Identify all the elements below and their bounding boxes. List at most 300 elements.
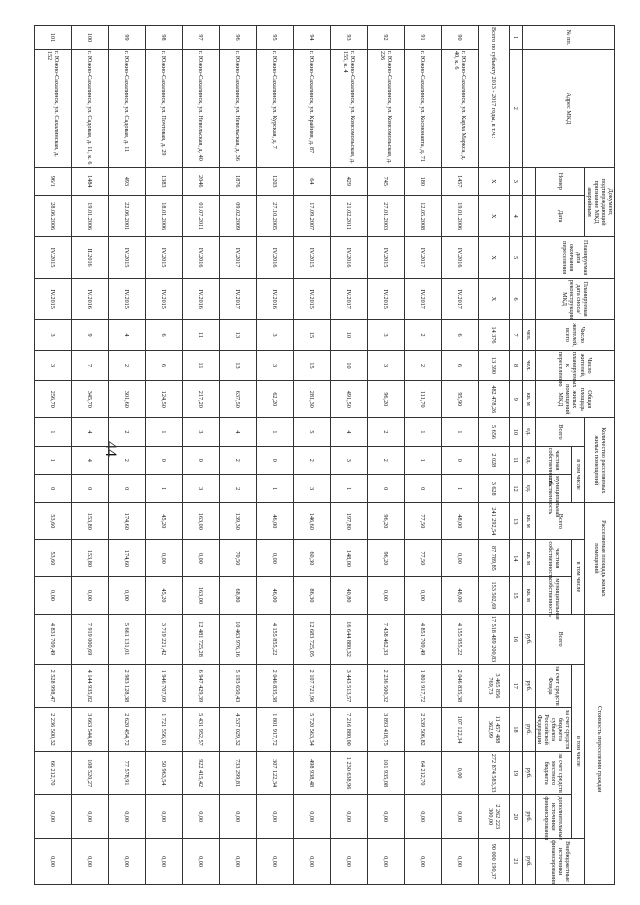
col-number: 19 <box>509 751 522 795</box>
cell: 0,00 <box>330 795 367 839</box>
col-number: 17 <box>509 664 522 708</box>
cell: 0,00 <box>34 795 71 839</box>
cell: 4 851 709,49 <box>404 614 441 664</box>
cell: 7 438 462,33 <box>367 614 404 664</box>
cell: 11 <box>182 350 219 381</box>
column-numbers-row <box>509 26 522 885</box>
cell: 4 <box>330 418 367 446</box>
cell: 27.10.2005 <box>256 196 293 237</box>
header-document: Документ, подтверждающий признание МКД аварийным <box>585 167 615 237</box>
cell: 15 <box>293 320 330 351</box>
cell: 1 <box>404 446 441 474</box>
cell: 163,00 <box>182 577 219 614</box>
header-residents: Число жителей, всего <box>535 320 614 351</box>
header-address: Адрес МКД <box>522 49 614 167</box>
cell: 3 628 <box>478 474 509 502</box>
cell: 174,60 <box>108 503 145 540</box>
cell: IV.2016 <box>256 237 293 278</box>
cell: 301,60 <box>108 381 145 418</box>
cell: 4 155 955,22 <box>441 614 478 664</box>
cell: 493 <box>108 167 145 195</box>
cell: 153 502,69 <box>478 577 509 614</box>
cell: 09.02.2009 <box>219 196 256 237</box>
cell: 0,00 <box>256 839 293 885</box>
cell: 0,00 <box>145 839 182 885</box>
cell: 96,20 <box>367 540 404 577</box>
cell: 4 <box>219 418 256 446</box>
cell: 429 <box>330 167 367 195</box>
unit: чел. <box>522 350 535 381</box>
header-cnt-incl: в том числе <box>572 446 585 503</box>
cell: 0,00 <box>182 540 219 577</box>
cell: 2 046 835,38 <box>256 664 293 708</box>
unit: кв. м <box>522 577 535 614</box>
cell: 1 <box>441 418 478 446</box>
cell: 18.01.2006 <box>145 196 182 237</box>
cell: IV.2015 <box>145 237 182 278</box>
cell: 0,00 <box>71 795 108 839</box>
cell: 5 720 563,34 <box>293 708 330 752</box>
row-address: г. Южно-Сахалинск, ул. Комсомольская, д. 155, к. 4 <box>330 49 367 167</box>
cell: 1383 <box>145 167 182 195</box>
cell: 111,70 <box>404 381 441 418</box>
row-address: г. Южно-Сахалинск, ул. Садовая, д. 11 <box>108 49 145 167</box>
cell: 11 457 488 362,99 <box>478 708 509 752</box>
cell: 4 <box>108 320 145 351</box>
cell: IV.2016 <box>182 278 219 319</box>
cell: 307 122,34 <box>256 751 293 795</box>
cell: IV.2017 <box>404 278 441 319</box>
cell: 0,00 <box>108 577 145 614</box>
cell: 5 431 952,57 <box>182 708 219 752</box>
cell: 3 719 221,42 <box>145 614 182 664</box>
header-excess: Внебюджетные источники финансирования <box>535 839 585 885</box>
cell: 11 <box>182 320 219 351</box>
cell: 108 520,27 <box>71 751 108 795</box>
cell: IV.2015 <box>293 237 330 278</box>
cell: 64 212,70 <box>404 751 441 795</box>
cell: 50 963,54 <box>145 751 182 795</box>
cell: 12 683 725,05 <box>293 614 330 664</box>
cell: 281,30 <box>293 381 330 418</box>
cell: 0 <box>108 474 145 502</box>
page-number: 44 <box>102 441 119 457</box>
cell: 0,00 <box>145 795 182 839</box>
header-area-total: Всего <box>535 503 585 540</box>
cell: 1 <box>404 418 441 446</box>
cell: 6 <box>145 320 182 351</box>
cell: 0,00 <box>330 839 367 885</box>
cell: 86,30 <box>293 577 330 614</box>
cell: 10 <box>330 320 367 351</box>
cell: 13 390 <box>478 350 509 381</box>
cell: IV.2015 <box>108 237 145 278</box>
col-number: 21 <box>509 839 522 885</box>
cell: 19.01.2006 <box>71 196 108 237</box>
cell: 53,60 <box>34 503 71 540</box>
cell: 491,50 <box>330 381 367 418</box>
cell: 1484 <box>71 167 108 195</box>
table-row <box>330 26 367 885</box>
cell: 124,50 <box>145 381 182 418</box>
header-fund: за счет средств Фонда <box>535 664 572 708</box>
cell: 0 <box>71 474 108 502</box>
row-number: 94 <box>293 26 330 50</box>
cell: 174,60 <box>108 540 145 577</box>
row-address: г. Южно-Сахалинск, ул. Комсомольская, д. 226 <box>367 49 404 167</box>
cell: 01.07.2011 <box>182 196 219 237</box>
cell: 0 <box>182 446 219 474</box>
cell: X <box>478 278 509 319</box>
header-doc-date: Дата <box>535 196 585 237</box>
cell: 6 <box>441 350 478 381</box>
cell: 272 874 583,33 <box>478 751 509 795</box>
cell: 0,00 <box>108 795 145 839</box>
cell: 2 236 500,32 <box>367 664 404 708</box>
cell: 2 <box>108 446 145 474</box>
cell: 1 <box>34 418 71 446</box>
cell: 2 028 <box>478 446 509 474</box>
cell: X <box>478 196 509 237</box>
cell: 2 236 500,32 <box>34 708 71 752</box>
col-number: 5 <box>509 237 522 278</box>
table-row <box>34 26 71 885</box>
cell: 101 935,08 <box>367 751 404 795</box>
cell: 7 216 880,00 <box>330 708 367 752</box>
table-row <box>404 26 441 885</box>
cell: 3 663 544,80 <box>71 708 108 752</box>
unit: ед. <box>522 418 535 446</box>
cell: IV.2016 <box>441 237 478 278</box>
cell: 3 <box>34 350 71 381</box>
cell: 40,80 <box>330 577 367 614</box>
row-address: г. Южно-Сахалинск, ул. Невельская, д. 36 <box>219 49 256 167</box>
header-cnt-total: Всего <box>535 418 585 446</box>
cell: 0 <box>34 474 71 502</box>
table-row <box>219 26 256 885</box>
cell: 0,00 <box>404 839 441 885</box>
cell: 217,20 <box>182 381 219 418</box>
cell: 345,70 <box>71 381 108 418</box>
cell: 4 <box>71 418 108 446</box>
cell: 0,00 <box>441 751 478 795</box>
table-body <box>34 26 509 885</box>
cell: 0,00 <box>256 540 293 577</box>
row-number: 95 <box>256 26 293 50</box>
unit: ед. <box>522 474 535 502</box>
cell: IV.2015 <box>367 237 404 278</box>
cell: 0,00 <box>367 839 404 885</box>
cell: 64 <box>293 167 330 195</box>
cell: 0,00 <box>34 839 71 885</box>
row-address: г. Южно-Сахалинск, ул. Космонавта, д. 71 <box>404 49 441 167</box>
cell: 5 661 131,01 <box>108 614 145 664</box>
cell: 0,00 <box>71 577 108 614</box>
cell: 95,90 <box>441 381 478 418</box>
cell: X <box>478 237 509 278</box>
cell: IV.2017 <box>441 278 478 319</box>
cell: 28.06.2006 <box>34 196 71 237</box>
col-number: 18 <box>509 708 522 752</box>
table-row <box>441 26 478 885</box>
cell: 153,80 <box>71 503 108 540</box>
cell: 2 262 223 300,00 <box>478 795 509 839</box>
cell: 1 <box>145 474 182 502</box>
cell: 2 983 128,38 <box>108 664 145 708</box>
cell: 4 537 029,32 <box>219 708 256 752</box>
cell: 197,80 <box>330 503 367 540</box>
cell: 0,00 <box>441 839 478 885</box>
cell: 3 893 418,75 <box>367 708 404 752</box>
table-row <box>293 26 330 885</box>
cell: 12 481 725,28 <box>182 614 219 664</box>
header-cnt-mun: муниципальная собственность <box>535 474 572 502</box>
cell: 0,00 <box>293 795 330 839</box>
cell: IV.2016 <box>71 278 108 319</box>
cell: 12.05.2008 <box>404 196 441 237</box>
cell: 0,00 <box>145 540 182 577</box>
cell: IV.2016 <box>182 237 219 278</box>
cell: 4 831 709,49 <box>34 614 71 664</box>
cell: 96,20 <box>367 503 404 540</box>
cell: 21.02.2011 <box>330 196 367 237</box>
header-cost-group: Стоимость переселения граждан <box>585 614 615 885</box>
table-row <box>108 26 145 885</box>
header-area: Общая площадь жилых помещений МКД <box>535 381 614 418</box>
cell: 0,00 <box>293 839 330 885</box>
cell: 17.09.2007 <box>293 196 330 237</box>
col-number: 3 <box>509 167 522 195</box>
cell: 7 919 000,69 <box>71 614 108 664</box>
cell: 1457 <box>441 167 478 195</box>
col-number: 7 <box>509 320 522 351</box>
cell: 7 <box>71 350 108 381</box>
cell: IV.2017 <box>330 278 367 319</box>
row-number: 98 <box>145 26 182 50</box>
cell: 1 <box>330 474 367 502</box>
cell: 10 <box>330 350 367 381</box>
cell: 0,00 <box>34 577 71 614</box>
cell: 6 <box>441 320 478 351</box>
cell: IV.2015 <box>293 278 330 319</box>
row-address: г. Южно-Сахалинск, ул. Крайняя, д. 87 <box>293 49 330 167</box>
cell: 46,00 <box>256 503 293 540</box>
cell: 1 946 707,09 <box>145 664 182 708</box>
unit: руб. <box>522 708 535 752</box>
row-address: г. Южно-Сахалинск, ул. Невельская, д. 40 <box>182 49 219 167</box>
cell: 48,00 <box>441 577 478 614</box>
cell: II.2016 <box>71 237 108 278</box>
cell: 1203 <box>256 167 293 195</box>
cell: 0,00 <box>219 839 256 885</box>
cell: 637,50 <box>219 381 256 418</box>
row-address: г. Южно-Сахалинск, ул. Сахалинская, д. 152 <box>34 49 71 167</box>
unit: руб. <box>522 664 535 708</box>
cell: 15 <box>293 350 330 381</box>
cell: 2 <box>219 474 256 502</box>
cell: 3 <box>34 320 71 351</box>
cell: 6 947 429,39 <box>182 664 219 708</box>
cell: 1 <box>256 418 293 446</box>
cell: 3 <box>182 474 219 502</box>
cell: IV.2015 <box>108 278 145 319</box>
header-area-incl: в том числе <box>572 540 585 614</box>
cell: 60,30 <box>293 540 330 577</box>
cell: 3 465 856 769,73 <box>478 664 509 708</box>
cell: 0 <box>256 446 293 474</box>
cell: 1 <box>145 418 182 446</box>
total-row <box>478 26 509 885</box>
cell: IV.2017 <box>219 278 256 319</box>
col-number: 6 <box>509 278 522 319</box>
cell: 107 122,34 <box>441 708 478 752</box>
cell: 163,00 <box>182 503 219 540</box>
header-no: № пп. <box>522 26 614 50</box>
cell: 4 144 935,82 <box>71 664 108 708</box>
header-cnt-private: частная собственность <box>535 446 572 474</box>
cell: 68,80 <box>219 577 256 614</box>
header-regional: за счет средств бюджета субъекта Российской Федерации <box>535 708 572 752</box>
cell: 2 046 835,38 <box>441 664 478 708</box>
unit: кв. м <box>522 381 535 418</box>
cell: IV.2016 <box>256 278 293 319</box>
cell: 0,00 <box>182 839 219 885</box>
cell: 77 578,91 <box>108 751 145 795</box>
cell: 22.06.2001 <box>108 196 145 237</box>
cell: 0,00 <box>367 577 404 614</box>
cell: 153,80 <box>71 540 108 577</box>
row-number: 93 <box>330 26 367 50</box>
cell: 2046 <box>182 167 219 195</box>
unit: чел. <box>522 320 535 351</box>
col-number: 10 <box>509 418 522 446</box>
cell: 241 292,54 <box>478 503 509 540</box>
col-number: 11 <box>509 446 522 474</box>
col-number: 2 <box>509 49 522 167</box>
header-plan-end: Планируемая дата окончания переселения <box>535 237 614 278</box>
cell: 48,00 <box>441 503 478 540</box>
cell: 0 <box>404 474 441 502</box>
cell: 146,60 <box>293 503 330 540</box>
cell: 90 000 190,37 <box>478 839 509 885</box>
col-number: 1 <box>509 26 522 50</box>
row-number: 99 <box>108 26 145 50</box>
cell: IV.2016 <box>330 237 367 278</box>
unit: ед. <box>522 446 535 474</box>
cell: 1 <box>256 474 293 502</box>
unit: кв. м <box>522 540 535 577</box>
cell: IV.2015 <box>367 278 404 319</box>
table-header <box>509 26 614 885</box>
cell: 62,20 <box>256 381 293 418</box>
cell: 0,00 <box>108 839 145 885</box>
header-area-group: Расселяемая площадь жилых помещений <box>585 503 615 614</box>
cell: IV.2015 <box>145 278 182 319</box>
cell: IV.2015 <box>34 278 71 319</box>
cell: 1 230 638,96 <box>330 751 367 795</box>
cell: 53,60 <box>34 540 71 577</box>
cell: 2 539 506,82 <box>404 708 441 752</box>
cell: 0,00 <box>71 839 108 885</box>
cell: 3 <box>330 446 367 474</box>
cell: 922 415,42 <box>182 751 219 795</box>
row-address: г. Южно-Сахалинск, ул. Курская, д. 7 <box>256 49 293 167</box>
header-residents-plan: Число жителей, планируемых к переселению <box>535 350 614 381</box>
row-number: 91 <box>404 26 441 50</box>
header-plan-demolish: Планируемая дата сноса/реконструкции МКД <box>535 278 614 319</box>
unit: руб. <box>522 839 535 885</box>
cell: 96/1 <box>34 167 71 195</box>
cell: 0,00 <box>219 795 256 839</box>
header-doc-num: Номер <box>535 167 585 195</box>
cell: 2 <box>367 446 404 474</box>
cell: 139,30 <box>219 503 256 540</box>
cell: 3 <box>256 350 293 381</box>
cell: 0,00 <box>404 795 441 839</box>
unit: руб. <box>522 614 535 664</box>
cell: 70,50 <box>219 540 256 577</box>
cell: 3 443 513,57 <box>330 664 367 708</box>
cell: 0,00 <box>404 577 441 614</box>
unit: кв. м <box>522 503 535 540</box>
row-number: 92 <box>367 26 404 50</box>
cell: 4 <box>71 446 108 474</box>
cell: 2 <box>108 418 145 446</box>
cell: 2 <box>404 320 441 351</box>
cell: 498 938,48 <box>293 751 330 795</box>
cell: 0,00 <box>256 795 293 839</box>
cell: 45,20 <box>145 577 182 614</box>
cell: 10 463 976,16 <box>219 614 256 664</box>
cell: 0 <box>145 446 182 474</box>
cell: 5 <box>293 418 330 446</box>
cell: 45,20 <box>145 503 182 540</box>
cell: 180 <box>404 167 441 195</box>
cell: 4 155 855,22 <box>256 614 293 664</box>
cell: 3 <box>182 418 219 446</box>
cell: 13 <box>219 320 256 351</box>
row-number: 97 <box>182 26 219 50</box>
table-row <box>182 26 219 885</box>
cell: 27.01.2003 <box>367 196 404 237</box>
row-address: г. Южно-Сахалинск, ул. Почтовая, д. 29 <box>145 49 182 167</box>
rotated-document <box>45 25 615 885</box>
cell: 96,20 <box>367 381 404 418</box>
cell: 19.01.2006 <box>441 196 478 237</box>
cell: 0,00 <box>441 795 478 839</box>
cell: 1 721 556,01 <box>145 708 182 752</box>
table-row <box>367 26 404 885</box>
table-row <box>256 26 293 885</box>
cell: 2 <box>367 418 404 446</box>
cell: 2 528 998,47 <box>34 664 71 708</box>
total-label: Всего по субъекту 2013 - 2017 годы, в т.ч.: <box>478 26 509 168</box>
cell: 256,70 <box>34 381 71 418</box>
table-row <box>145 26 182 885</box>
unit: руб. <box>522 795 535 839</box>
cell: 2 107 721,96 <box>293 664 330 708</box>
cell: 2 <box>108 350 145 381</box>
header-extra: дополнительные источники финансирования <box>535 795 572 839</box>
cell: 13 <box>219 350 256 381</box>
resettlement-table <box>34 25 615 885</box>
col-number: 12 <box>509 474 522 502</box>
cell: 148,00 <box>330 540 367 577</box>
cell: 6 <box>145 350 182 381</box>
header-area-private: частная собственность <box>535 540 572 577</box>
cell: 2 <box>404 350 441 381</box>
col-number: 13 <box>509 503 522 540</box>
